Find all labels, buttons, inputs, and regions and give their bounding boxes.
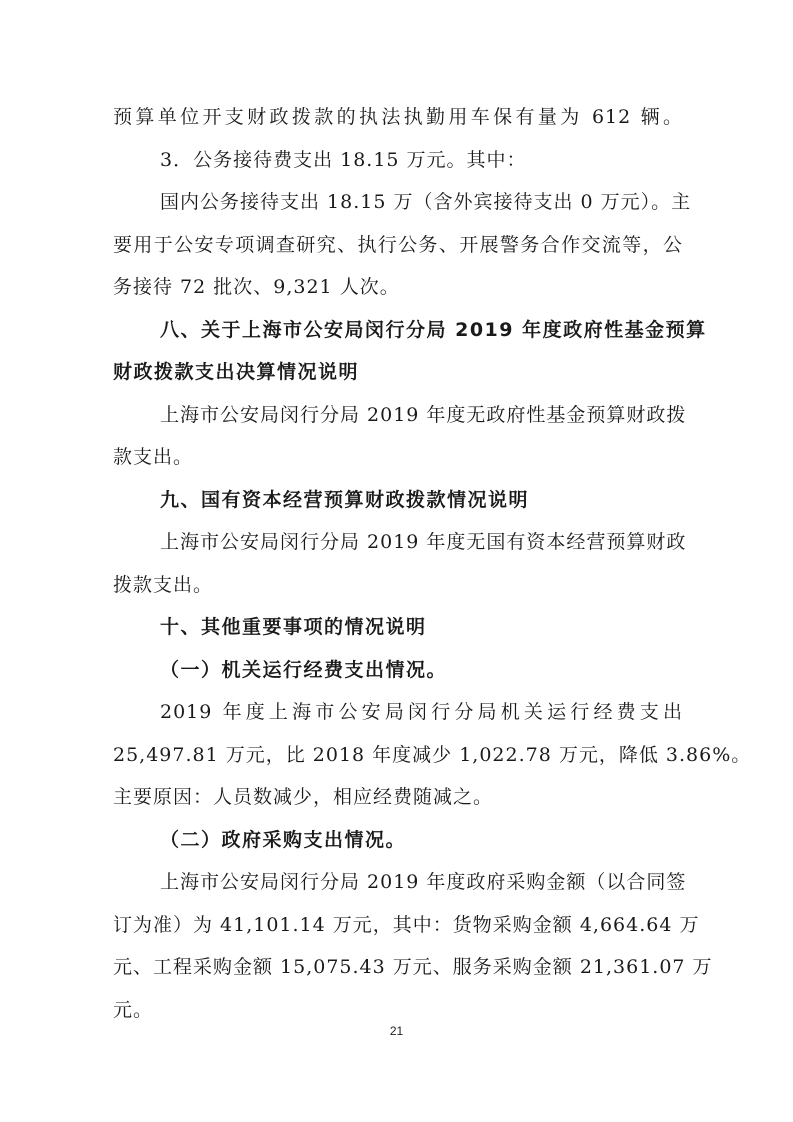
text-line-procurement-end: 元。 bbox=[113, 999, 154, 1021]
text-line-procurement-breakdown-cont: 元、工程采购金额 15,075.43 万元、服务采购金额 21,361.07 万 bbox=[113, 956, 713, 978]
section-heading-eight-cont: 财政拨款支出决算情况说明 bbox=[113, 361, 360, 383]
text-line-reception-purpose: 要用于公安专项调查研究、执行公务、开展警务合作交流等，公 bbox=[113, 234, 683, 256]
text-line-procurement-breakdown: 订为准）为 41,101.14 万元，其中：货物采购金额 4,664.64 万 bbox=[113, 914, 700, 936]
text-line-operating-cost: 2019 年度上海市公安局闵行分局机关运行经费支出 bbox=[160, 701, 683, 723]
text-line-reception-heading: 3．公务接待费支出 18.15 万元。其中： bbox=[160, 149, 527, 171]
subsection-heading-procurement: （二）政府采购支出情况。 bbox=[160, 829, 407, 851]
subsection-heading-operating-cost: （一）机关运行经费支出情况。 bbox=[160, 659, 448, 681]
section-heading-nine: 九、国有资本经营预算财政拨款情况说明 bbox=[160, 489, 530, 511]
text-line-operating-cost-reason: 主要原因：人员数减少，相应经费随减之。 bbox=[113, 786, 494, 808]
text-line-reception-count: 务接待 72 批次、9,321 人次。 bbox=[113, 276, 400, 298]
text-line-no-state-capital: 上海市公安局闵行分局 2019 年度无国有资本经营预算财政 bbox=[160, 531, 687, 553]
page-number: 21 bbox=[389, 1024, 404, 1038]
text-line-domestic-reception: 国内公务接待支出 18.15 万（含外宾接待支出 0 万元）。主 bbox=[160, 191, 692, 213]
text-line-procurement-total: 上海市公安局闵行分局 2019 年度政府采购金额（以合同签 bbox=[160, 871, 687, 893]
section-heading-eight: 八、关于上海市公安局闵行分局 2019 年度政府性基金预算 bbox=[160, 319, 707, 341]
text-line-vehicle-count: 预算单位开支财政拨款的执法执勤用车保有量为 612 辆。 bbox=[113, 106, 683, 128]
text-line-no-state-capital-cont: 拨款支出。 bbox=[113, 574, 214, 596]
text-line-no-fund-cont: 款支出。 bbox=[113, 446, 194, 468]
text-line-operating-cost-change: 25,497.81 万元，比 2018 年度减少 1,022.78 万元，降低 3.86%。 bbox=[113, 744, 752, 766]
section-heading-ten: 十、其他重要事项的情况说明 bbox=[160, 616, 427, 638]
text-line-no-fund: 上海市公安局闵行分局 2019 年度无政府性基金预算财政拨 bbox=[160, 404, 687, 426]
